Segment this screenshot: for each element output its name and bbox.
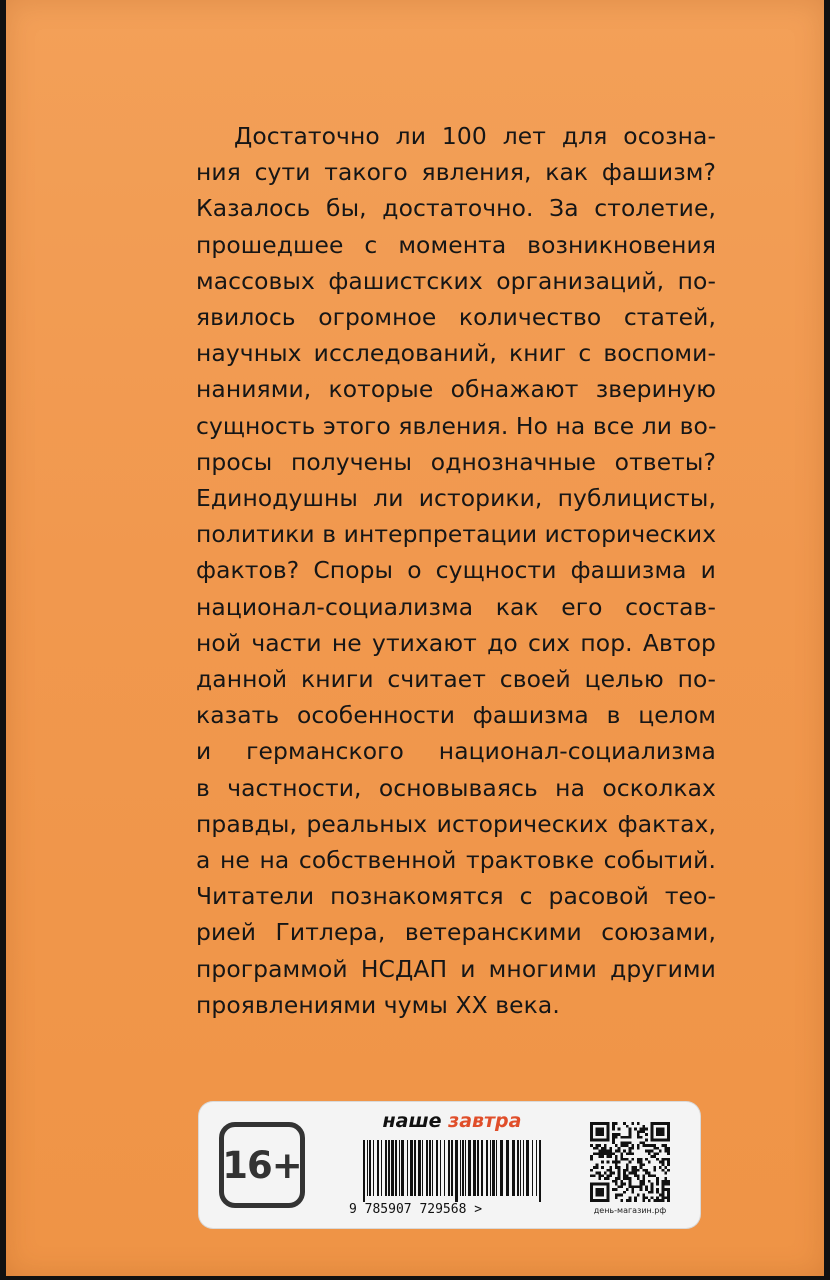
publisher-logo-part1: наше [382,1110,442,1132]
annotation-line: национал-социализма как его состав- [196,592,716,621]
annotation-line: фактов? Споры о сущности фашизма и [196,556,716,585]
annotation-line: в частности, основываясь на осколках [196,773,716,802]
publisher-logo-part2: завтра [448,1110,522,1132]
annotation-line: массовых фашистских организаций, по- [196,266,716,295]
annotation-line: сущность этого явления. Но на все ли во- [196,411,717,440]
annotation-line: политики в интерпретации исторических [196,520,717,549]
annotation-line: ния сути такого явления, как фашизм? [196,158,716,187]
imprint-panel [199,1102,700,1228]
annotation-line: ной части не утихают до сих пор. Автор [196,628,716,657]
annotation-line: прошедшее с момента возникновения [196,230,716,259]
annotation-line: Читатели познакомятся с расовой тео- [196,882,716,911]
website-url: день-магазин.рф [593,1206,667,1215]
annotation-line: просы получены однозначные ответы? [196,447,716,476]
annotation-line: научных исследований, книг с воспоми- [196,339,716,368]
annotation-line: проявлениями чумы XX века. [196,990,560,1019]
annotation-text [196,118,716,1023]
annotation-line: казать особенности фашизма в целом [196,701,716,730]
isbn-barcode [359,1140,549,1202]
annotation-line: рией Гитлера, ветеранскими союзами, [196,918,716,947]
book-back-cover [6,0,824,1276]
annotation-line: явилось огромное количество статей, [196,303,716,332]
annotation-line: а не на собственной трактовке событий. [196,846,716,875]
annotation-line: Казалось бы, достаточно. За столетие, [196,194,716,223]
age-rating-badge: 16+ [219,1122,305,1208]
isbn-number: 9 785907 729568 > [349,1202,483,1217]
annotation-line: программой НСДАП и многими другими [196,954,716,983]
qr-code-icon [590,1122,670,1202]
annotation-line: данной книги считает своей целью по- [196,665,716,694]
annotation-line: Достаточно ли 100 лет для осозна- [234,122,716,150]
publisher-logo [367,1110,537,1132]
annotation-line: наниями, которые обнажают звериную [196,375,716,404]
annotation-line: Единодушны ли историки, публицисты, [196,484,716,513]
annotation-line: и германского национал-социализма [196,737,716,766]
annotation-line: правды, реальных исторических фактах, [196,809,716,838]
